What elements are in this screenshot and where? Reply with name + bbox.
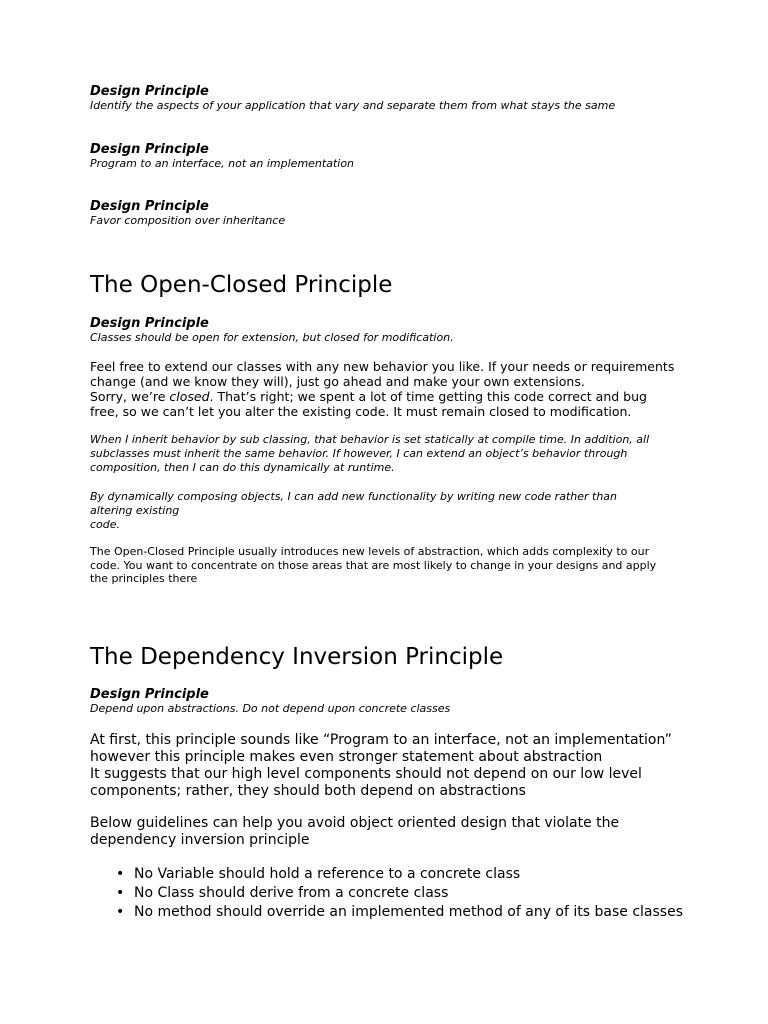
paragraph-line: however this principle makes even stronger statement about abstraction	[90, 749, 603, 765]
paragraph-line: the principles there	[90, 572, 198, 585]
paragraph-line: components; rather, they should both depend on abstractions	[90, 783, 526, 799]
paragraph-line: free, so we can’t let you alter the existing code. It must remain closed to modification.	[90, 404, 632, 419]
dip-design-principle	[90, 687, 450, 715]
design-principle-title: Design Principle	[90, 316, 209, 331]
paragraph-line: altering existing	[90, 504, 180, 517]
bullet-icon: •	[116, 885, 125, 901]
design-principle-title: Design Principle	[90, 142, 209, 157]
closed-emphasis: closed	[169, 389, 210, 404]
ocp-paragraph-1	[90, 359, 674, 419]
design-principle-text: Favor composition over inheritance	[90, 214, 286, 227]
ocp-paragraph-4	[90, 545, 656, 586]
sorry-text: Sorry, we’re	[90, 389, 170, 404]
paragraph-line: By dynamically composing objects, I can add new functionality by writing new code rather than	[90, 490, 618, 503]
paragraph-line: When I inherit behavior by sub classing, that behavior is set statically at compile time. In addition, all	[90, 433, 650, 446]
paragraph-line: change (and we know they will), just go ahead and make your own extensions.	[90, 374, 585, 389]
list-item-text: No Variable should hold a reference to a concrete class	[134, 866, 521, 882]
design-principle-text: Classes should be open for extension, but closed for modification.	[90, 331, 454, 344]
paragraph-line: code.	[90, 518, 121, 531]
bullet-icon: •	[116, 866, 125, 882]
design-principle-title: Design Principle	[90, 84, 209, 99]
paragraph-line: It suggests that our high level components should not depend on our low level	[90, 766, 642, 782]
paragraph-line: The Open-Closed Principle usually introduces new levels of abstraction, which adds complexity to our	[90, 545, 650, 558]
paragraph-line: At first, this principle sounds like “Program to an interface, not an implementation”	[90, 732, 672, 748]
paragraph-line: dependency inversion principle	[90, 832, 310, 848]
design-principle-block-2	[90, 142, 354, 170]
design-principle-block-1	[90, 84, 615, 112]
list-item	[90, 903, 683, 922]
dip-heading: The Dependency Inversion Principle	[90, 644, 504, 670]
design-principle-title: Design Principle	[90, 687, 209, 702]
design-principle-text: Depend upon abstractions. Do not depend upon concrete classes	[90, 702, 451, 715]
list-item	[90, 865, 683, 884]
design-principle-text: Identify the aspects of your application that vary and separate them from what stays the same	[90, 99, 616, 112]
bullet-icon: •	[116, 904, 125, 920]
ocp-paragraph-3	[90, 490, 617, 532]
ocp-design-principle	[90, 316, 454, 344]
paragraph-line: code. You want to concentrate on those areas that are most likely to change in your designs and apply	[90, 558, 657, 572]
design-principle-text: Program to an interface, not an implementation	[90, 157, 355, 170]
dip-guidelines-list	[90, 865, 683, 922]
paragraph-line	[90, 389, 674, 404]
list-item-text: No Class should derive from a concrete class	[134, 885, 449, 901]
dip-paragraph-2	[90, 815, 619, 849]
dip-paragraph-1	[90, 732, 672, 800]
paragraph-line: Below guidelines can help you avoid object oriented design that violate the	[90, 815, 620, 831]
list-item	[90, 884, 683, 903]
design-principle-block-3	[90, 199, 285, 227]
design-principle-title: Design Principle	[90, 199, 209, 214]
paragraph-line: Feel free to extend our classes with any new behavior you like. If your needs or requirements	[90, 359, 675, 374]
sorry-text-rest: . That’s right; we spent a lot of time getting this code correct and bug	[209, 389, 647, 404]
ocp-paragraph-2	[90, 433, 649, 475]
paragraph-line: subclasses must inherit the same behavior. If however, I can extend an object’s behavior through	[90, 447, 628, 460]
paragraph-line: composition, then I can do this dynamically at runtime.	[90, 461, 395, 474]
list-item-text: No method should override an implemented method of any of its base classes	[134, 904, 683, 920]
ocp-heading: The Open-Closed Principle	[90, 272, 393, 298]
